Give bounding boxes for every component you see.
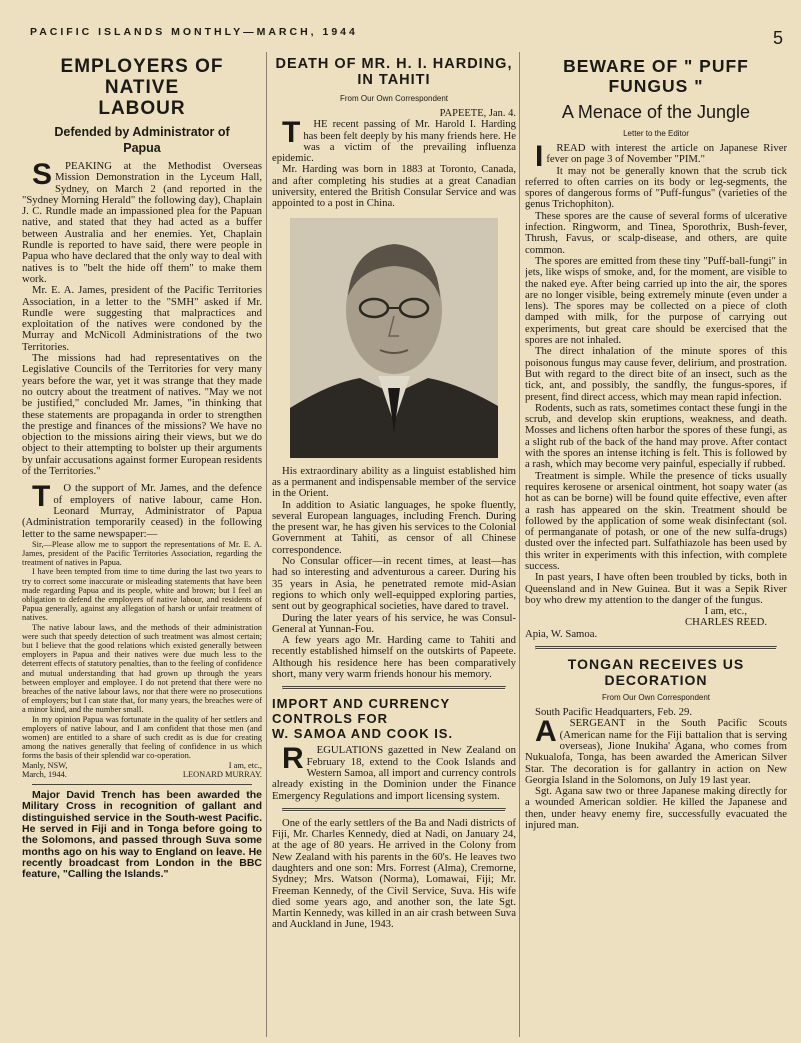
subheadline: A Menace of the Jungle [561,102,751,122]
article-paragraph: The missions had had representatives on the Legislative Councils of the Territories for very many years before the war, yet it was strange that they made no outcry about the treatment of natives. "May we not be justified," concluded Mr. James, "in thinking that these statements are propaganda in order to strengthen the prestige and finances of the missions? We have no objection to the missions airing their views, but we do object to their attempting to bolster up their arguments by unfair accusations against former European residents of the Territories." [22,352,262,478]
article-paragraph: Rodents, such as rats, sometimes contact these fungi in the scrub, and develop skin eruptions, weakness, and death. Mosses and lichens often harbor the spores of these fungi, as a slight rub of the back of the hand may prove. After contact with the spores an intense itching is felt. This is followed by a rash, which may become very painful, especially if rubbed. [525,401,787,471]
letter-paragraph: In my opinion Papua was fortunate in the quality of her settlers and employers of native labour, and I am confident that those men (and women) are entitled to a share of such credit as is due for creating among the natives generally that feeling of confidence in us which forms the basis of their splendid war co-operation. [22,714,262,761]
column-divider [519,52,520,1037]
dateline: PAPEETE, Jan. 4. [439,108,516,119]
byline: From Our Own Correspondent [601,693,711,703]
headline: FUNGUS " [608,76,704,96]
letter-paragraph: I have been tempted from time to time during the last two years to try to correct some inaccurate or misleading statements that have been made regarding Papua and its people, white and brown; but I feel an obligation to defend the employers of native labour, and residents of Papua generally, against any allegation of harsh or unfair treatment of natives. [22,567,262,623]
byline: From Our Own Correspondent [339,94,449,103]
portrait-photo [290,218,498,458]
drop-cap: R [282,742,304,776]
article-paragraph: Sgt. Agana saw two or three Japanese making directly for a wounded American soldier. He killed the Japanese and then, under heavy enemy fire, successfully evacuated the injured man. [525,785,787,832]
letter-paragraph: Sir,—Please allow me to support the representations of Mr. E. A. James, president of the Pacific Territories Association, regarding the treatment of natives in Papua. [22,539,262,568]
article-paragraph: In addition to Asiatic languages, he spoke fluently, several European languages, including French. During the present war, he has given his services to the Colonial Government at Tahiti, as censor of all Chinese correspondence. [272,498,516,556]
signature-block [22,761,262,770]
drop-cap: T [32,480,51,514]
article-paragraph: The direct inhalation of the minute spores of this poisonous fungus may cause fever, delirium, and prostration. But with regard to the direct bite of an insect, such as the tick, ant, and possibly, the sandfly, the fungus-spores, if present, find direct access, which may mean rapid infection. [525,345,787,403]
headline: EMPLOYERS OF NATIVE [60,56,224,98]
subheadline: Defended by Administrator of [54,125,230,139]
column-3 [525,56,787,1036]
headline: W. SAMOA AND COOK IS. [272,726,454,742]
subheadline: Papua [123,141,161,155]
article-paragraph: EGULATIONS gazetted in New Zealand on February 18, extend to the Cook Islands and Western Samoa, all import and currency controls already existing in the Dominion under the Finance Emergency Regulations and import licensing system. [272,744,516,802]
sig-name: LEONARD MURRAY. [182,769,262,779]
sig-name: CHARLES REED. [685,616,767,629]
article-paragraph: Mr. Harding was born in 1883 at Toronto, Canada, and after completing his studies at a great Canadian university, entered the British Consular Service and was appointed to a post in China. [272,163,516,210]
divider [282,808,506,812]
article-paragraph: Treatment is simple. While the presence of ticks usually requires kerosene or arsenical ointment, hot soapy water (as hot as can be borne) will be found quite effective, even after a rash has appeared on the skin. Treatment should be followed by the application of some weak disinfectant (sol. of permanganate of potash, or one of the new sulfa-drugs) dusted over the infected part. Sulfathiazole has been used by this writer in experiments with this infection, with complete success. [525,469,787,572]
article-paragraph: During the later years of his service, he was Consul-General at Yunnan-Fou. [272,611,516,635]
drop-cap: T [282,116,301,150]
divider [535,646,777,650]
article-paragraph: In past years, I have often been troubled by ticks, both in Queensland and in New Guinea. But it was a Sepik River boy who drew my attention to the danger of the fungus. [525,571,787,606]
divider [32,784,252,785]
article-paragraph: A few years ago Mr. Harding came to Tahiti and recently established himself on the outskirts of Papeete. Although his residence here has been comparatively short, many very warm friends honour his memory. [272,634,516,681]
column-1 [22,56,262,1036]
headline: TONGAN RECEIVES US [567,656,745,673]
drop-cap: A [535,715,557,749]
headline: DECORATION [604,672,708,689]
dateline: South Pacific Headquarters, Feb. 29. [535,706,693,719]
article-paragraph: Mr. E. A. James, president of the Pacific Territories Association, in a letter to the "SMH" asked if Mr. Rundle were suggesting that malpractices and exploitation of the natives were condoned by the Murray and McNicoll Administrations of the two Territories. [22,284,262,353]
byline: Letter to the Editor [623,129,689,138]
sig-closing: I am, etc., [228,760,262,770]
headline: IN TAHITI [357,72,431,88]
sig-place: Manly, NSW, [22,760,68,770]
article-paragraph: One of the early settlers of the Ba and Nadi districts of Fiji, Mr. Charles Kennedy, died at Nadi, on January 24, at the age of 80 years. He arrived in the Colony from New Zealand with his parents in the 60's. He leaves two daughters and one son: Mrs. Forrest (Alma), Cremorne, Sydney; Mrs. Watson (Norma), Lomawai, Fiji; Mr. Freeman Kennedy, of the Civil Service, Suva. His wife died some years ago, and another son, the late Sgt. Martin Kennedy, was killed in an air crash between Suva and Auckland in June, 1943. [272,816,516,931]
article-paragraph: It may not be generally known that the scrub tick referred to often carries on its body or leg-segments, the spores of dangerous forms of "Puff-fungus" (varieties of the genus Trichophiton). [525,164,787,211]
article-paragraph: READ with interest the article on Japanese River fever on page 3 of November "PIM." [546,142,787,166]
article-paragraph: PEAKING at the Methodist Overseas Mission Demonstration in the Lyceum Hall, Sydney, on March 2 (and reported in the "Sydney Morning Herald" the following day), Chaplain J. C. Rundle made an impassioned plea for the Papuan native, and stated that they had acted as a buffer between Australia and her enemies. Yet, Chaplain Rundle is reported to have said, there were people in Papua who have declared that the only way to deal with natives is to "belt the hide off them" to make them work. [22,160,262,285]
article-paragraph: No Consular officer—in recent times, at least—has had so interesting and adventurous a career. During his 35 years in Asia, he penetrated remote mid-Asian regions to which only well-equipped exploring parties, sent out by geographical societies, have dared to travel. [272,555,516,613]
article-paragraph: These spores are the cause of several forms of ulcerative infection. Ringworm, and Tinea, Sporothrix, Bush-fever, Thrush, Favus, or scalp-disease, and others, are quite common. [525,209,787,256]
column-divider [266,52,267,1037]
sig-closing: I am, etc., [704,605,747,618]
article-paragraph: His extraordinary ability as a linguist established him as a permanent and indispensable member of the service in the Orient. [272,464,516,500]
headline: DEATH OF MR. H. I. HARDING, [275,56,513,72]
news-item: Major David Trench has been awarded the Military Cross in recognition of gallant and distinguished service in the South-west Pacific. He served in Fiji and in Tonga before going to the Solomons, and passed through Suva some months ago on his way to England on leave. He recently broadcast from London in the BBC feature, "Calling the Islands." [22,789,262,881]
article-paragraph: HE recent passing of Mr. Harold I. Harding has been felt deeply by his many friends here. He was a victim of the prevailing influenza epidemic. [272,118,516,165]
letter-paragraph: The native labour laws, and the methods of their administration were such that speedy detection of such treatment was almost certain; but I believe that the good relations which existed generally between employers in Papua and their natives were due much less to the deterrent effects of statutory penalties, than to the feeling of confidence and mutual understanding that had grown up through the years between employer and employee. I do not pretend that there were no breaches of the native labour laws, nor that there were no prosecutions of employers; but I can state that, for many years, the breaches were of a minor kind, and the number small. [22,622,262,715]
headline: IMPORT AND CURRENCY [272,696,451,712]
drop-cap: I [535,140,544,173]
running-head: PACIFIC ISLANDS MONTHLY—MARCH, 1944 [30,26,358,38]
signature-block [22,770,262,779]
headline: LABOUR [98,98,186,119]
sig-date: March, 1944. [22,769,67,779]
drop-cap: S [32,158,53,191]
article-paragraph: The spores are emitted from these tiny "Puff-ball-fungi" in jets, like wisps of smoke, and, for the moment, are visible to the naked eye. After being carried up into the air, the spores are no longer visible, being extremely minute (even under a lens). The spores may be collected on a piece of cloth damped with milk, for the purpose of carrying out experiments, but great care should be exercised that the spores are not inhaled. [525,254,787,347]
article-paragraph: O the support of Mr. James, and the defence of employers of native labour, came Hon. Leonard Murray, Administrator of Papua (Administration temporarily ceased) in the following letter to the same newspaper:— [22,482,262,540]
headline: CONTROLS FOR [272,711,388,727]
headline: BEWARE OF " PUFF [563,56,749,76]
sig-place: Apia, W. Samoa. [525,627,598,640]
page-number: 5 [772,28,783,48]
column-2 [272,56,516,1036]
article-paragraph: SERGEANT in the South Pacific Scouts (American name for the Fiji battalion that is serving overseas), Jione Inukiha' Agana, who comes from Nukualofa, Tonga, has been awarded the American Silver Star. The decoration is for gallantry in action on New Georgia Island in the Solomons, on July 19 last year. [525,717,787,786]
divider [282,686,506,690]
